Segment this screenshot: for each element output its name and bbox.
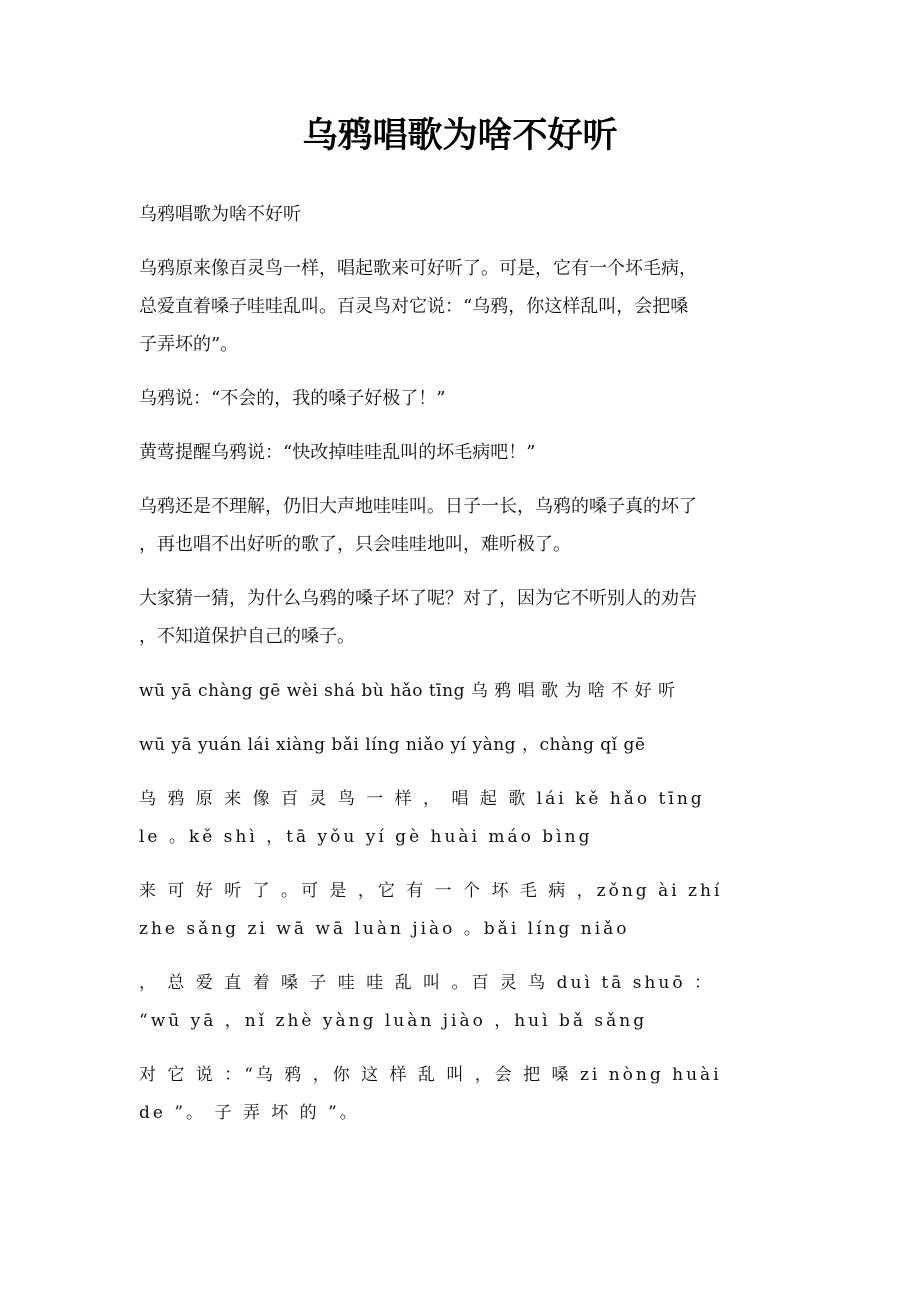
pinyin-line: de ”。 子 弄 坏 的 ”。 bbox=[139, 1103, 360, 1123]
paragraph bbox=[139, 380, 784, 418]
text-line: 乌鸦唱歌为啥不好听 bbox=[139, 204, 301, 225]
text-line: 乌鸦还是不理解，仍旧大声地哇哇叫。日子一长，乌鸦的嗓子真的坏了 bbox=[139, 496, 697, 517]
pinyin-line: le 。kě shì ，tā yǒu yí gè huài máo bìng bbox=[139, 827, 593, 847]
pinyin-paragraph bbox=[139, 780, 784, 856]
pinyin-line: 来 可 好 听 了 。可 是 ，它 有 一 个 坏 毛 病 ，zǒng ài zhí bbox=[139, 881, 723, 901]
pinyin-paragraph bbox=[139, 872, 784, 948]
text-line: ，再也唱不出好听的歌了，只会哇哇地叫，难听极了。 bbox=[139, 534, 571, 555]
text-line: 大家猜一猜，为什么乌鸦的嗓子坏了呢？对了，因为它不听别人的劝告 bbox=[139, 588, 697, 609]
pinyin-line: zhe sǎng zi wā wā luàn jiào 。bǎi líng niǎo bbox=[139, 919, 630, 939]
text-line: 乌鸦说：“不会的，我的嗓子好极了！” bbox=[139, 388, 446, 409]
pinyin-line: 乌 鸦 原 来 像 百 灵 鸟 一 样 ， 唱 起 歌 lái kě hǎo tīng bbox=[139, 789, 705, 809]
pinyin-paragraph bbox=[139, 964, 784, 1040]
pinyin-paragraph bbox=[139, 1056, 784, 1132]
pinyin-line: 对 它 说 ：“乌 鸦 ，你 这 样 乱 叫 ，会 把 嗓 zi nòng huài bbox=[139, 1065, 722, 1085]
text-line: 乌鸦原来像百灵鸟一样，唱起歌来可好听了。可是，它有一个坏毛病， bbox=[139, 258, 697, 279]
document-title: 乌鸦唱歌为啥不好听 bbox=[302, 116, 618, 156]
text-line: ，不知道保护自己的嗓子。 bbox=[139, 626, 355, 647]
paragraph bbox=[139, 196, 784, 234]
pinyin-line: “wū yā ，nǐ zhè yàng luàn jiào ，huì bǎ sǎng bbox=[139, 1011, 648, 1031]
text-line: 子弄坏的”。 bbox=[139, 334, 239, 355]
pinyin-paragraph bbox=[139, 672, 784, 710]
pinyin-line: ， 总 爱 直 着 嗓 子 哇 哇 乱 叫 。百 灵 鸟 duì tā shuō ： bbox=[139, 973, 714, 993]
pinyin-paragraph bbox=[139, 726, 784, 764]
text-line: 总爱直着嗓子哇哇乱叫。百灵鸟对它说：“乌鸦，你这样乱叫，会把嗓 bbox=[139, 296, 689, 317]
paragraph bbox=[139, 488, 784, 564]
text-line: 黄莺提醒乌鸦说：“快改掉哇哇乱叫的坏毛病吧！” bbox=[139, 442, 536, 463]
paragraph bbox=[139, 434, 784, 472]
paragraph bbox=[139, 580, 784, 656]
document-body bbox=[139, 196, 784, 1148]
pinyin-line: wū yā chàng gē wèi shá bù hǎo tīng 乌 鸦 唱 歌 为 啥 不 好 听 bbox=[139, 681, 676, 701]
pinyin-line: wū yā yuán lái xiàng bǎi líng niǎo yí yàng ，chàng qǐ gē bbox=[139, 735, 646, 755]
paragraph bbox=[139, 250, 784, 364]
